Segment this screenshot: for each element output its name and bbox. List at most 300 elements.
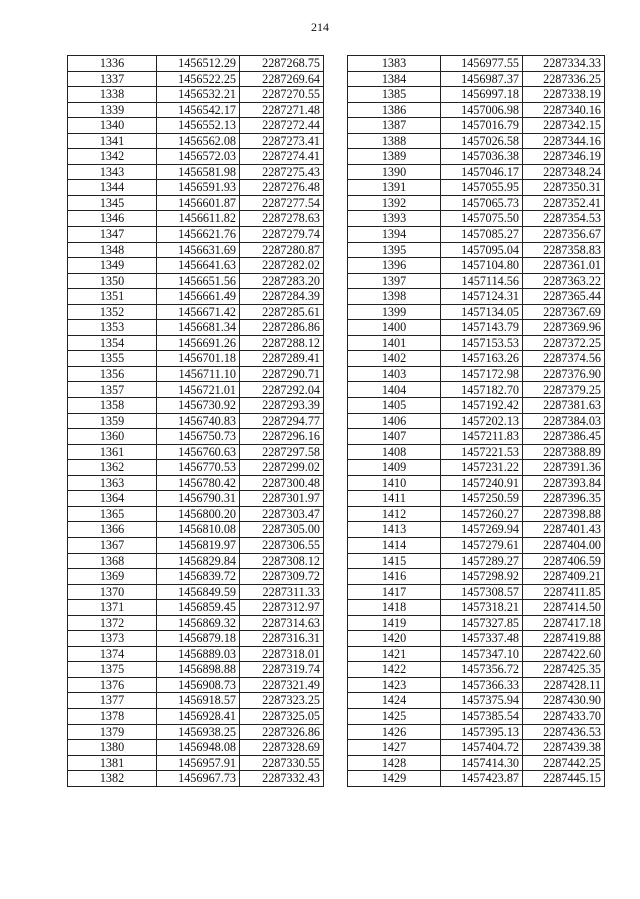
x-coordinate-cell: 1456621.76 bbox=[157, 227, 240, 243]
point-number-cell: 1411 bbox=[348, 491, 441, 507]
x-coordinate-cell: 1456967.73 bbox=[157, 771, 240, 787]
x-coordinate-cell: 1456542.17 bbox=[157, 102, 240, 118]
x-coordinate-cell: 1457221.53 bbox=[441, 444, 523, 460]
point-number-cell: 1388 bbox=[348, 133, 441, 149]
table-row bbox=[68, 491, 324, 507]
y-coordinate-cell: 2287278.63 bbox=[240, 211, 324, 227]
y-coordinate-cell: 2287442.25 bbox=[523, 755, 605, 771]
y-coordinate-cell: 2287328.69 bbox=[240, 740, 324, 756]
y-coordinate-cell: 2287297.58 bbox=[240, 444, 324, 460]
y-coordinate-cell: 2287318.01 bbox=[240, 646, 324, 662]
table-row bbox=[68, 708, 324, 724]
table-row bbox=[68, 195, 324, 211]
x-coordinate-cell: 1456552.13 bbox=[157, 118, 240, 134]
point-number-cell: 1364 bbox=[68, 491, 157, 507]
table-row bbox=[68, 273, 324, 289]
point-number-cell: 1348 bbox=[68, 242, 157, 258]
y-coordinate-cell: 2287338.19 bbox=[523, 87, 605, 103]
y-coordinate-cell: 2287386.45 bbox=[523, 429, 605, 445]
y-coordinate-cell: 2287369.96 bbox=[523, 320, 605, 336]
point-number-cell: 1354 bbox=[68, 335, 157, 351]
y-coordinate-cell: 2287323.25 bbox=[240, 693, 324, 709]
table-row bbox=[348, 522, 605, 538]
y-coordinate-cell: 2287332.43 bbox=[240, 771, 324, 787]
y-coordinate-cell: 2287271.48 bbox=[240, 102, 324, 118]
table-row bbox=[68, 755, 324, 771]
table-row bbox=[68, 289, 324, 305]
table-row bbox=[348, 600, 605, 616]
x-coordinate-cell: 1457026.58 bbox=[441, 133, 523, 149]
table-row bbox=[348, 677, 605, 693]
y-coordinate-cell: 2287296.16 bbox=[240, 429, 324, 445]
table-row bbox=[68, 506, 324, 522]
point-number-cell: 1393 bbox=[348, 211, 441, 227]
point-number-cell: 1379 bbox=[68, 724, 157, 740]
point-number-cell: 1350 bbox=[68, 273, 157, 289]
y-coordinate-cell: 2287270.55 bbox=[240, 87, 324, 103]
point-number-cell: 1357 bbox=[68, 382, 157, 398]
point-number-cell: 1360 bbox=[68, 429, 157, 445]
table-row bbox=[348, 475, 605, 491]
table-row bbox=[348, 149, 605, 165]
x-coordinate-cell: 1456581.98 bbox=[157, 164, 240, 180]
point-number-cell: 1342 bbox=[68, 149, 157, 165]
y-coordinate-cell: 2287283.20 bbox=[240, 273, 324, 289]
table-row bbox=[68, 429, 324, 445]
y-coordinate-cell: 2287277.54 bbox=[240, 195, 324, 211]
x-coordinate-cell: 1457289.27 bbox=[441, 553, 523, 569]
table-row bbox=[348, 755, 605, 771]
x-coordinate-cell: 1456918.57 bbox=[157, 693, 240, 709]
point-number-cell: 1410 bbox=[348, 475, 441, 491]
table-row bbox=[68, 335, 324, 351]
point-number-cell: 1413 bbox=[348, 522, 441, 538]
x-coordinate-cell: 1456898.88 bbox=[157, 662, 240, 678]
y-coordinate-cell: 2287436.53 bbox=[523, 724, 605, 740]
x-coordinate-cell: 1457375.94 bbox=[441, 693, 523, 709]
y-coordinate-cell: 2287433.70 bbox=[523, 708, 605, 724]
table-row bbox=[348, 242, 605, 258]
point-number-cell: 1428 bbox=[348, 755, 441, 771]
point-number-cell: 1376 bbox=[68, 677, 157, 693]
point-number-cell: 1346 bbox=[68, 211, 157, 227]
y-coordinate-cell: 2287285.61 bbox=[240, 304, 324, 320]
y-coordinate-cell: 2287293.39 bbox=[240, 398, 324, 414]
table-row bbox=[68, 646, 324, 662]
table-row bbox=[68, 118, 324, 134]
y-coordinate-cell: 2287284.39 bbox=[240, 289, 324, 305]
y-coordinate-cell: 2287336.25 bbox=[523, 71, 605, 87]
table-row bbox=[68, 382, 324, 398]
y-coordinate-cell: 2287430.90 bbox=[523, 693, 605, 709]
y-coordinate-cell: 2287273.41 bbox=[240, 133, 324, 149]
y-coordinate-cell: 2287314.63 bbox=[240, 615, 324, 631]
x-coordinate-cell: 1456572.03 bbox=[157, 149, 240, 165]
x-coordinate-cell: 1456849.59 bbox=[157, 584, 240, 600]
table-row bbox=[348, 631, 605, 647]
y-coordinate-cell: 2287376.90 bbox=[523, 366, 605, 382]
table-row bbox=[348, 351, 605, 367]
point-number-cell: 1381 bbox=[68, 755, 157, 771]
x-coordinate-cell: 1457347.10 bbox=[441, 646, 523, 662]
table-row bbox=[348, 335, 605, 351]
x-coordinate-cell: 1456790.31 bbox=[157, 491, 240, 507]
y-coordinate-cell: 2287384.03 bbox=[523, 413, 605, 429]
point-number-cell: 1417 bbox=[348, 584, 441, 600]
point-number-cell: 1429 bbox=[348, 771, 441, 787]
point-number-cell: 1405 bbox=[348, 398, 441, 414]
x-coordinate-cell: 1457104.80 bbox=[441, 258, 523, 274]
y-coordinate-cell: 2287268.75 bbox=[240, 56, 324, 72]
y-coordinate-cell: 2287274.41 bbox=[240, 149, 324, 165]
y-coordinate-cell: 2287303.47 bbox=[240, 506, 324, 522]
x-coordinate-cell: 1457395.13 bbox=[441, 724, 523, 740]
table-row bbox=[68, 460, 324, 476]
point-number-cell: 1412 bbox=[348, 506, 441, 522]
point-number-cell: 1408 bbox=[348, 444, 441, 460]
y-coordinate-cell: 2287409.21 bbox=[523, 569, 605, 585]
x-coordinate-cell: 1456760.63 bbox=[157, 444, 240, 460]
table-row bbox=[68, 398, 324, 414]
y-coordinate-cell: 2287363.22 bbox=[523, 273, 605, 289]
table-row bbox=[348, 708, 605, 724]
table-row bbox=[68, 522, 324, 538]
point-number-cell: 1396 bbox=[348, 258, 441, 274]
x-coordinate-cell: 1457337.48 bbox=[441, 631, 523, 647]
point-number-cell: 1398 bbox=[348, 289, 441, 305]
y-coordinate-cell: 2287316.31 bbox=[240, 631, 324, 647]
point-number-cell: 1401 bbox=[348, 335, 441, 351]
table-row bbox=[348, 382, 605, 398]
y-coordinate-cell: 2287348.24 bbox=[523, 164, 605, 180]
x-coordinate-cell: 1456780.42 bbox=[157, 475, 240, 491]
y-coordinate-cell: 2287286.86 bbox=[240, 320, 324, 336]
y-coordinate-cell: 2287354.53 bbox=[523, 211, 605, 227]
y-coordinate-cell: 2287411.85 bbox=[523, 584, 605, 600]
x-coordinate-cell: 1457366.33 bbox=[441, 677, 523, 693]
point-number-cell: 1390 bbox=[348, 164, 441, 180]
point-number-cell: 1366 bbox=[68, 522, 157, 538]
y-coordinate-cell: 2287306.55 bbox=[240, 537, 324, 553]
coordinate-table-left bbox=[67, 55, 324, 787]
table-row bbox=[68, 740, 324, 756]
table-row bbox=[68, 537, 324, 553]
y-coordinate-cell: 2287312.97 bbox=[240, 600, 324, 616]
x-coordinate-cell: 1457163.26 bbox=[441, 351, 523, 367]
point-number-cell: 1383 bbox=[348, 56, 441, 72]
table-row bbox=[348, 87, 605, 103]
x-coordinate-cell: 1457211.83 bbox=[441, 429, 523, 445]
y-coordinate-cell: 2287340.16 bbox=[523, 102, 605, 118]
table-row bbox=[68, 180, 324, 196]
x-coordinate-cell: 1457153.53 bbox=[441, 335, 523, 351]
table-row bbox=[348, 211, 605, 227]
point-number-cell: 1365 bbox=[68, 506, 157, 522]
point-number-cell: 1369 bbox=[68, 569, 157, 585]
table-row bbox=[68, 320, 324, 336]
x-coordinate-cell: 1457414.30 bbox=[441, 755, 523, 771]
y-coordinate-cell: 2287279.74 bbox=[240, 227, 324, 243]
table-row bbox=[68, 149, 324, 165]
y-coordinate-cell: 2287417.18 bbox=[523, 615, 605, 631]
x-coordinate-cell: 1456987.37 bbox=[441, 71, 523, 87]
y-coordinate-cell: 2287269.64 bbox=[240, 71, 324, 87]
x-coordinate-cell: 1456611.82 bbox=[157, 211, 240, 227]
x-coordinate-cell: 1457250.59 bbox=[441, 491, 523, 507]
point-number-cell: 1375 bbox=[68, 662, 157, 678]
x-coordinate-cell: 1456740.83 bbox=[157, 413, 240, 429]
table-row bbox=[348, 740, 605, 756]
x-coordinate-cell: 1456671.42 bbox=[157, 304, 240, 320]
y-coordinate-cell: 2287367.69 bbox=[523, 304, 605, 320]
point-number-cell: 1352 bbox=[68, 304, 157, 320]
x-coordinate-cell: 1456810.08 bbox=[157, 522, 240, 538]
table-row bbox=[68, 413, 324, 429]
point-number-cell: 1355 bbox=[68, 351, 157, 367]
table-row bbox=[348, 491, 605, 507]
point-number-cell: 1421 bbox=[348, 646, 441, 662]
point-number-cell: 1344 bbox=[68, 180, 157, 196]
table-row bbox=[68, 771, 324, 787]
point-number-cell: 1386 bbox=[348, 102, 441, 118]
table-row bbox=[68, 71, 324, 87]
point-number-cell: 1374 bbox=[68, 646, 157, 662]
table-row bbox=[68, 102, 324, 118]
point-number-cell: 1356 bbox=[68, 366, 157, 382]
table-row bbox=[348, 429, 605, 445]
point-number-cell: 1361 bbox=[68, 444, 157, 460]
point-number-cell: 1339 bbox=[68, 102, 157, 118]
y-coordinate-cell: 2287398.88 bbox=[523, 506, 605, 522]
point-number-cell: 1363 bbox=[68, 475, 157, 491]
page-number: 214 bbox=[311, 20, 329, 34]
y-coordinate-cell: 2287276.48 bbox=[240, 180, 324, 196]
table-row bbox=[348, 320, 605, 336]
x-coordinate-cell: 1456701.18 bbox=[157, 351, 240, 367]
table-row bbox=[348, 444, 605, 460]
point-number-cell: 1362 bbox=[68, 460, 157, 476]
point-number-cell: 1367 bbox=[68, 537, 157, 553]
point-number-cell: 1419 bbox=[348, 615, 441, 631]
point-number-cell: 1423 bbox=[348, 677, 441, 693]
x-coordinate-cell: 1456532.21 bbox=[157, 87, 240, 103]
table-row bbox=[348, 724, 605, 740]
x-coordinate-cell: 1456562.08 bbox=[157, 133, 240, 149]
y-coordinate-cell: 2287294.77 bbox=[240, 413, 324, 429]
x-coordinate-cell: 1457016.79 bbox=[441, 118, 523, 134]
point-number-cell: 1395 bbox=[348, 242, 441, 258]
table-row bbox=[68, 584, 324, 600]
x-coordinate-cell: 1456879.18 bbox=[157, 631, 240, 647]
y-coordinate-cell: 2287419.88 bbox=[523, 631, 605, 647]
y-coordinate-cell: 2287358.83 bbox=[523, 242, 605, 258]
point-number-cell: 1422 bbox=[348, 662, 441, 678]
x-coordinate-cell: 1456711.10 bbox=[157, 366, 240, 382]
y-coordinate-cell: 2287356.67 bbox=[523, 227, 605, 243]
x-coordinate-cell: 1456770.53 bbox=[157, 460, 240, 476]
point-number-cell: 1424 bbox=[348, 693, 441, 709]
x-coordinate-cell: 1456889.03 bbox=[157, 646, 240, 662]
y-coordinate-cell: 2287352.41 bbox=[523, 195, 605, 211]
table-row bbox=[68, 351, 324, 367]
x-coordinate-cell: 1456750.73 bbox=[157, 429, 240, 445]
point-number-cell: 1399 bbox=[348, 304, 441, 320]
x-coordinate-cell: 1456681.34 bbox=[157, 320, 240, 336]
point-number-cell: 1397 bbox=[348, 273, 441, 289]
y-coordinate-cell: 2287365.44 bbox=[523, 289, 605, 305]
point-number-cell: 1371 bbox=[68, 600, 157, 616]
table-row bbox=[348, 304, 605, 320]
y-coordinate-cell: 2287308.12 bbox=[240, 553, 324, 569]
x-coordinate-cell: 1457055.95 bbox=[441, 180, 523, 196]
point-number-cell: 1349 bbox=[68, 258, 157, 274]
point-number-cell: 1337 bbox=[68, 71, 157, 87]
y-coordinate-cell: 2287275.43 bbox=[240, 164, 324, 180]
point-number-cell: 1353 bbox=[68, 320, 157, 336]
x-coordinate-cell: 1456601.87 bbox=[157, 195, 240, 211]
table-row bbox=[68, 56, 324, 72]
x-coordinate-cell: 1457202.13 bbox=[441, 413, 523, 429]
y-coordinate-cell: 2287414.50 bbox=[523, 600, 605, 616]
y-coordinate-cell: 2287280.87 bbox=[240, 242, 324, 258]
x-coordinate-cell: 1457356.72 bbox=[441, 662, 523, 678]
point-number-cell: 1392 bbox=[348, 195, 441, 211]
y-coordinate-cell: 2287282.02 bbox=[240, 258, 324, 274]
y-coordinate-cell: 2287289.41 bbox=[240, 351, 324, 367]
x-coordinate-cell: 1456977.55 bbox=[441, 56, 523, 72]
x-coordinate-cell: 1456839.72 bbox=[157, 569, 240, 585]
point-number-cell: 1368 bbox=[68, 553, 157, 569]
x-coordinate-cell: 1456512.29 bbox=[157, 56, 240, 72]
y-coordinate-cell: 2287344.16 bbox=[523, 133, 605, 149]
table-row bbox=[68, 600, 324, 616]
y-coordinate-cell: 2287330.55 bbox=[240, 755, 324, 771]
y-coordinate-cell: 2287445.15 bbox=[523, 771, 605, 787]
x-coordinate-cell: 1456651.56 bbox=[157, 273, 240, 289]
x-coordinate-cell: 1457046.17 bbox=[441, 164, 523, 180]
x-coordinate-cell: 1456730.92 bbox=[157, 398, 240, 414]
x-coordinate-cell: 1456957.91 bbox=[157, 755, 240, 771]
x-coordinate-cell: 1456997.18 bbox=[441, 87, 523, 103]
table-row bbox=[68, 662, 324, 678]
point-number-cell: 1377 bbox=[68, 693, 157, 709]
y-coordinate-cell: 2287342.15 bbox=[523, 118, 605, 134]
x-coordinate-cell: 1456661.49 bbox=[157, 289, 240, 305]
coordinate-table-right bbox=[347, 55, 605, 787]
point-number-cell: 1403 bbox=[348, 366, 441, 382]
point-number-cell: 1425 bbox=[348, 708, 441, 724]
x-coordinate-cell: 1457318.21 bbox=[441, 600, 523, 616]
point-number-cell: 1340 bbox=[68, 118, 157, 134]
y-coordinate-cell: 2287388.89 bbox=[523, 444, 605, 460]
y-coordinate-cell: 2287288.12 bbox=[240, 335, 324, 351]
y-coordinate-cell: 2287391.36 bbox=[523, 460, 605, 476]
y-coordinate-cell: 2287334.33 bbox=[523, 56, 605, 72]
table-row bbox=[348, 506, 605, 522]
y-coordinate-cell: 2287422.60 bbox=[523, 646, 605, 662]
table-row bbox=[348, 289, 605, 305]
x-coordinate-cell: 1456721.01 bbox=[157, 382, 240, 398]
y-coordinate-cell: 2287325.05 bbox=[240, 708, 324, 724]
y-coordinate-cell: 2287309.72 bbox=[240, 569, 324, 585]
x-coordinate-cell: 1457260.27 bbox=[441, 506, 523, 522]
table-row bbox=[348, 398, 605, 414]
table-row bbox=[68, 553, 324, 569]
y-coordinate-cell: 2287300.48 bbox=[240, 475, 324, 491]
point-number-cell: 1370 bbox=[68, 584, 157, 600]
x-coordinate-cell: 1456819.97 bbox=[157, 537, 240, 553]
x-coordinate-cell: 1456591.93 bbox=[157, 180, 240, 196]
point-number-cell: 1407 bbox=[348, 429, 441, 445]
y-coordinate-cell: 2287311.33 bbox=[240, 584, 324, 600]
table-row bbox=[68, 258, 324, 274]
table-row bbox=[68, 366, 324, 382]
point-number-cell: 1347 bbox=[68, 227, 157, 243]
point-number-cell: 1427 bbox=[348, 740, 441, 756]
x-coordinate-cell: 1457143.79 bbox=[441, 320, 523, 336]
point-number-cell: 1402 bbox=[348, 351, 441, 367]
x-coordinate-cell: 1457279.61 bbox=[441, 537, 523, 553]
table-row bbox=[348, 227, 605, 243]
y-coordinate-cell: 2287381.63 bbox=[523, 398, 605, 414]
x-coordinate-cell: 1456908.73 bbox=[157, 677, 240, 693]
x-coordinate-cell: 1457075.50 bbox=[441, 211, 523, 227]
table-row bbox=[68, 475, 324, 491]
x-coordinate-cell: 1456938.25 bbox=[157, 724, 240, 740]
table-row bbox=[348, 180, 605, 196]
point-number-cell: 1414 bbox=[348, 537, 441, 553]
x-coordinate-cell: 1457124.31 bbox=[441, 289, 523, 305]
point-number-cell: 1341 bbox=[68, 133, 157, 149]
x-coordinate-cell: 1456800.20 bbox=[157, 506, 240, 522]
table-row bbox=[348, 366, 605, 382]
table-row bbox=[68, 242, 324, 258]
x-coordinate-cell: 1457182.70 bbox=[441, 382, 523, 398]
x-coordinate-cell: 1457172.98 bbox=[441, 366, 523, 382]
table-row bbox=[348, 771, 605, 787]
x-coordinate-cell: 1457065.73 bbox=[441, 195, 523, 211]
table-row bbox=[348, 646, 605, 662]
y-coordinate-cell: 2287439.38 bbox=[523, 740, 605, 756]
point-number-cell: 1336 bbox=[68, 56, 157, 72]
x-coordinate-cell: 1457114.56 bbox=[441, 273, 523, 289]
table-row bbox=[348, 164, 605, 180]
point-number-cell: 1358 bbox=[68, 398, 157, 414]
point-number-cell: 1373 bbox=[68, 631, 157, 647]
point-number-cell: 1378 bbox=[68, 708, 157, 724]
x-coordinate-cell: 1457134.05 bbox=[441, 304, 523, 320]
y-coordinate-cell: 2287425.35 bbox=[523, 662, 605, 678]
y-coordinate-cell: 2287299.02 bbox=[240, 460, 324, 476]
y-coordinate-cell: 2287396.35 bbox=[523, 491, 605, 507]
table-row bbox=[348, 584, 605, 600]
point-number-cell: 1426 bbox=[348, 724, 441, 740]
point-number-cell: 1415 bbox=[348, 553, 441, 569]
point-number-cell: 1389 bbox=[348, 149, 441, 165]
x-coordinate-cell: 1456869.32 bbox=[157, 615, 240, 631]
table-row bbox=[348, 273, 605, 289]
y-coordinate-cell: 2287346.19 bbox=[523, 149, 605, 165]
table-row bbox=[68, 677, 324, 693]
table-row bbox=[68, 304, 324, 320]
point-number-cell: 1400 bbox=[348, 320, 441, 336]
table-row bbox=[348, 258, 605, 274]
x-coordinate-cell: 1456641.63 bbox=[157, 258, 240, 274]
table-row bbox=[68, 87, 324, 103]
y-coordinate-cell: 2287321.49 bbox=[240, 677, 324, 693]
table-row bbox=[68, 569, 324, 585]
x-coordinate-cell: 1457085.27 bbox=[441, 227, 523, 243]
